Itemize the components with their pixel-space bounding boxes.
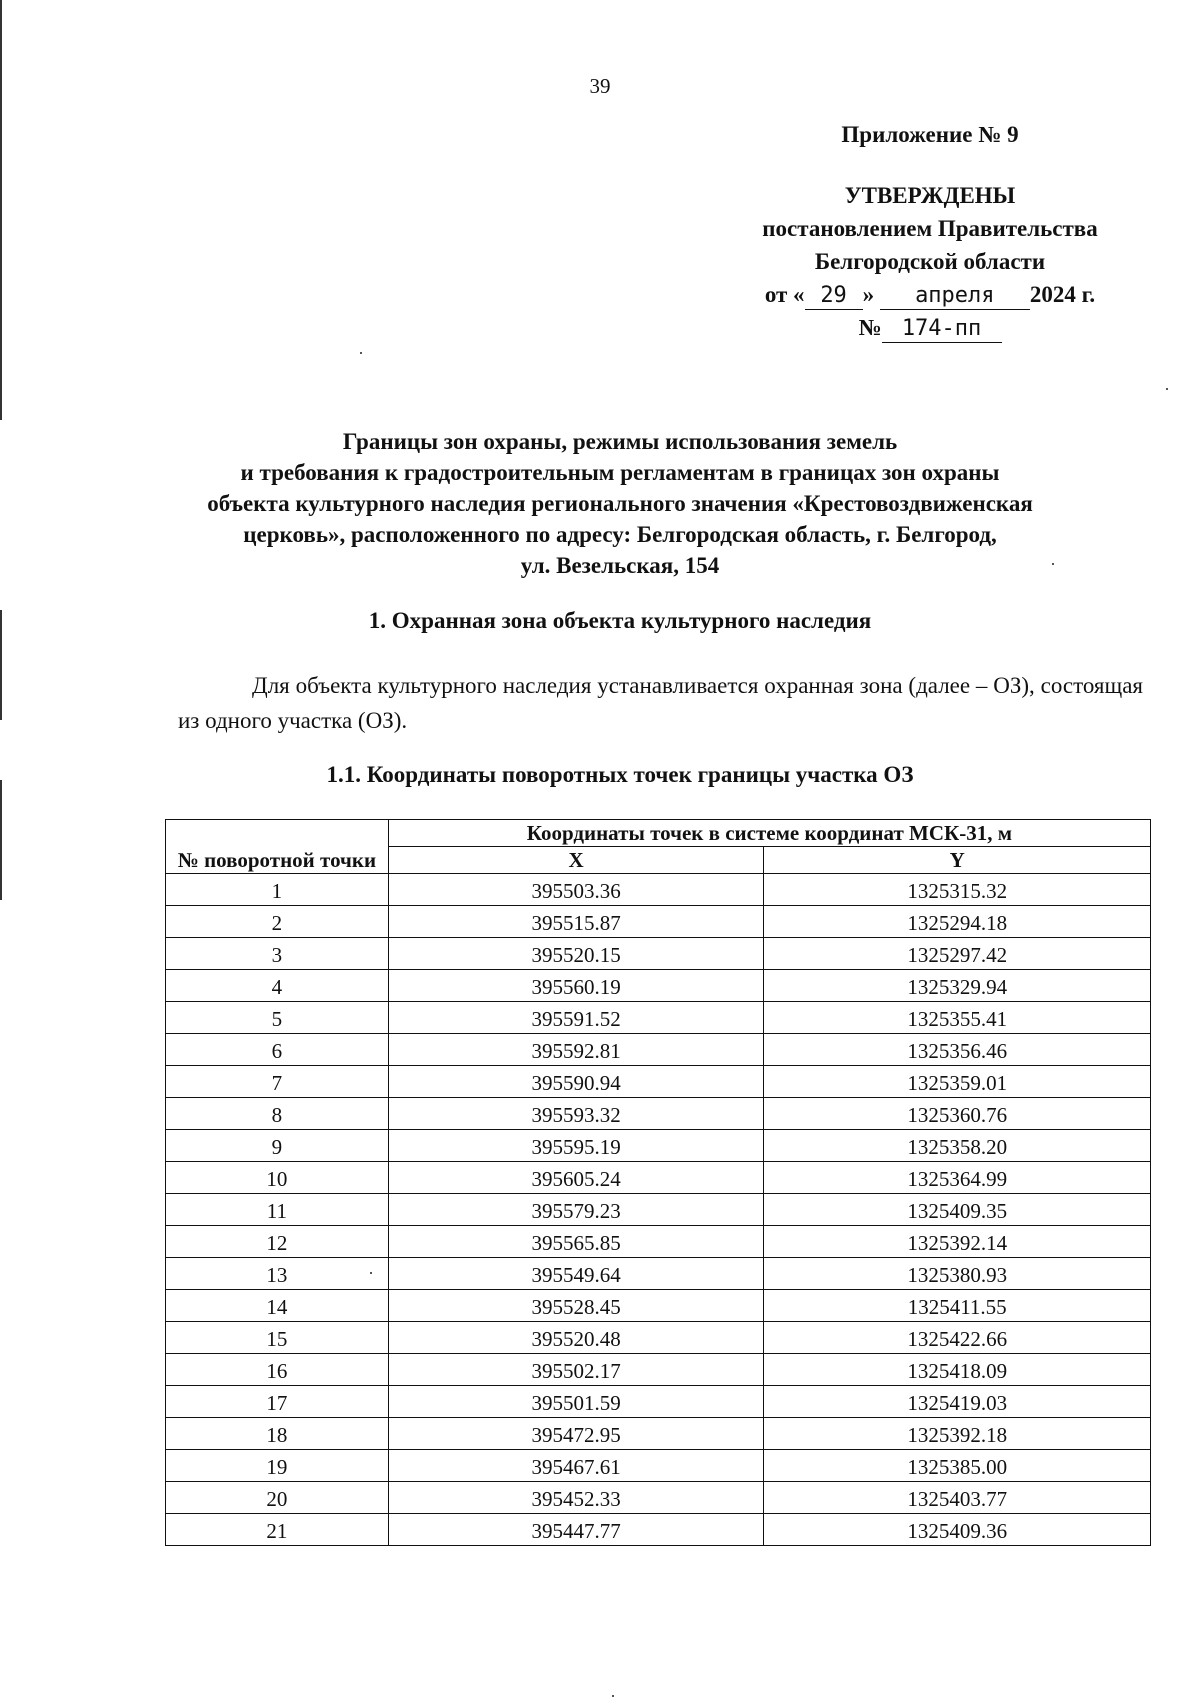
title-line: церковь», расположенного по адресу: Белгородская область, г. Белгород,	[243, 522, 997, 547]
y-coordinate-cell: 1325359.01	[764, 1066, 1151, 1098]
point-number-cell: 7	[166, 1066, 389, 1098]
table-row	[166, 1194, 1151, 1226]
x-coordinate-cell: 395447.77	[388, 1514, 764, 1546]
x-coordinate-cell: 395528.45	[388, 1290, 764, 1322]
page-number: 39	[589, 74, 611, 98]
x-coordinate-cell: 395590.94	[388, 1066, 764, 1098]
x-coordinate-cell: 395520.48	[388, 1322, 764, 1354]
point-number-cell: 20	[166, 1482, 389, 1514]
approval-date	[720, 278, 1140, 311]
table-row	[166, 874, 1151, 906]
approval-block	[720, 118, 1140, 344]
document-number: 174-пп	[882, 316, 1002, 343]
point-number-cell: 17	[166, 1386, 389, 1418]
x-coordinate-cell: 395503.36	[388, 874, 764, 906]
table-row	[166, 1290, 1151, 1322]
header-y: Y	[764, 847, 1151, 874]
body-paragraph: Для объекта культурного наследия устанавливается охранная зона (далее – ОЗ), состоящая из одного участка (ОЗ).	[178, 673, 1143, 733]
point-number-cell: 5	[166, 1002, 389, 1034]
y-coordinate-cell: 1325358.20	[764, 1130, 1151, 1162]
point-number-cell: 11	[166, 1194, 389, 1226]
x-coordinate-cell: 395515.87	[388, 906, 764, 938]
y-coordinate-cell: 1325294.18	[764, 906, 1151, 938]
header-x: X	[388, 847, 764, 874]
y-coordinate-cell: 1325356.46	[764, 1034, 1151, 1066]
scan-margin-line	[0, 0, 2, 420]
header-point-number: № поворотной точки	[166, 820, 389, 874]
x-coordinate-cell: 395560.19	[388, 970, 764, 1002]
table-row	[166, 970, 1151, 1002]
point-number-cell: 19	[166, 1450, 389, 1482]
title-line: ул. Везельская, 154	[520, 553, 720, 578]
approval-line-2: Белгородской области	[814, 249, 1046, 274]
x-coordinate-cell: 395467.61	[388, 1450, 764, 1482]
x-coordinate-cell: 395605.24	[388, 1162, 764, 1194]
point-number-cell: 10	[166, 1162, 389, 1194]
point-number-cell: 16	[166, 1354, 389, 1386]
point-number-cell: 8	[166, 1098, 389, 1130]
table-row	[166, 906, 1151, 938]
table-row	[166, 1354, 1151, 1386]
point-number-cell: 18	[166, 1418, 389, 1450]
title-line: и требования к градостроительным регламентам в границах зон охраны	[240, 460, 1000, 485]
y-coordinate-cell: 1325392.14	[764, 1226, 1151, 1258]
y-coordinate-cell: 1325360.76	[764, 1098, 1151, 1130]
title-line: Границы зон охраны, режимы использования земель	[342, 429, 898, 454]
scan-speck	[1166, 388, 1168, 390]
approved-label: УТВЕРЖДЕНЫ	[844, 183, 1016, 208]
scan-margin-line	[0, 610, 2, 720]
y-coordinate-cell: 1325297.42	[764, 938, 1151, 970]
table-row	[166, 1130, 1151, 1162]
point-number-cell: 4	[166, 970, 389, 1002]
section-heading: 1. Охранная зона объекта культурного наследия	[368, 608, 872, 633]
table-row	[166, 1450, 1151, 1482]
subsection-heading: 1.1. Координаты поворотных точек границы участка ОЗ	[326, 762, 914, 787]
approval-number	[720, 311, 1140, 344]
y-coordinate-cell: 1325409.36	[764, 1514, 1151, 1546]
point-number-cell: 21	[166, 1514, 389, 1546]
scan-margin-line	[0, 780, 2, 900]
table-row	[166, 1034, 1151, 1066]
point-number-cell: 6	[166, 1034, 389, 1066]
header-coordinates: Координаты точек в системе координат МСК-31, м	[388, 820, 1150, 847]
coordinates-table	[165, 819, 1151, 1546]
appendix-label: Приложение № 9	[841, 122, 1019, 147]
x-coordinate-cell: 395579.23	[388, 1194, 764, 1226]
x-coordinate-cell: 395549.64	[388, 1258, 764, 1290]
date-day: 29	[805, 283, 863, 310]
table-row	[166, 1514, 1151, 1546]
table-row	[166, 1226, 1151, 1258]
y-coordinate-cell: 1325329.94	[764, 970, 1151, 1002]
x-coordinate-cell: 395565.85	[388, 1226, 764, 1258]
point-number-cell: 15	[166, 1322, 389, 1354]
table-row	[166, 1162, 1151, 1194]
date-mid: »	[862, 282, 875, 307]
table-row	[166, 1418, 1151, 1450]
y-coordinate-cell: 1325419.03	[764, 1386, 1151, 1418]
y-coordinate-cell: 1325355.41	[764, 1002, 1151, 1034]
scan-speck	[612, 1695, 614, 1697]
x-coordinate-cell: 395591.52	[388, 1002, 764, 1034]
point-number-cell: 3	[166, 938, 389, 970]
x-coordinate-cell: 395520.15	[388, 938, 764, 970]
y-coordinate-cell: 1325385.00	[764, 1450, 1151, 1482]
x-coordinate-cell: 395595.19	[388, 1130, 764, 1162]
title-line: объекта культурного наследия регионального значения «Крестовоздвиженская	[207, 491, 1033, 516]
y-coordinate-cell: 1325422.66	[764, 1322, 1151, 1354]
y-coordinate-cell: 1325380.93	[764, 1258, 1151, 1290]
date-year: 2024 г.	[1029, 282, 1096, 307]
y-coordinate-cell: 1325364.99	[764, 1162, 1151, 1194]
number-prefix: №	[858, 315, 882, 340]
table-row	[166, 1002, 1151, 1034]
approval-line-1: постановлением Правительства	[762, 216, 1098, 241]
y-coordinate-cell: 1325315.32	[764, 874, 1151, 906]
point-number-cell: 2	[166, 906, 389, 938]
y-coordinate-cell: 1325409.35	[764, 1194, 1151, 1226]
scan-speck	[360, 352, 362, 354]
x-coordinate-cell: 395452.33	[388, 1482, 764, 1514]
y-coordinate-cell: 1325403.77	[764, 1482, 1151, 1514]
point-number-cell: 12	[166, 1226, 389, 1258]
table-row	[166, 1098, 1151, 1130]
point-number-cell: 13	[166, 1258, 389, 1290]
y-coordinate-cell: 1325392.18	[764, 1418, 1151, 1450]
table-row	[166, 1386, 1151, 1418]
point-number-cell: 1	[166, 874, 389, 906]
date-prefix: от «	[764, 282, 805, 307]
document-title	[150, 426, 1090, 581]
x-coordinate-cell: 395593.32	[388, 1098, 764, 1130]
table-row	[166, 1066, 1151, 1098]
x-coordinate-cell: 395502.17	[388, 1354, 764, 1386]
point-number-cell: 14	[166, 1290, 389, 1322]
table-row	[166, 1258, 1151, 1290]
y-coordinate-cell: 1325411.55	[764, 1290, 1151, 1322]
table-row	[166, 1322, 1151, 1354]
table-row	[166, 1482, 1151, 1514]
y-coordinate-cell: 1325418.09	[764, 1354, 1151, 1386]
table-header-row	[166, 820, 1151, 847]
x-coordinate-cell: 395501.59	[388, 1386, 764, 1418]
date-month: апреля	[880, 283, 1030, 310]
x-coordinate-cell: 395472.95	[388, 1418, 764, 1450]
table-body	[166, 874, 1151, 1546]
x-coordinate-cell: 395592.81	[388, 1034, 764, 1066]
point-number-cell: 9	[166, 1130, 389, 1162]
table-row	[166, 938, 1151, 970]
